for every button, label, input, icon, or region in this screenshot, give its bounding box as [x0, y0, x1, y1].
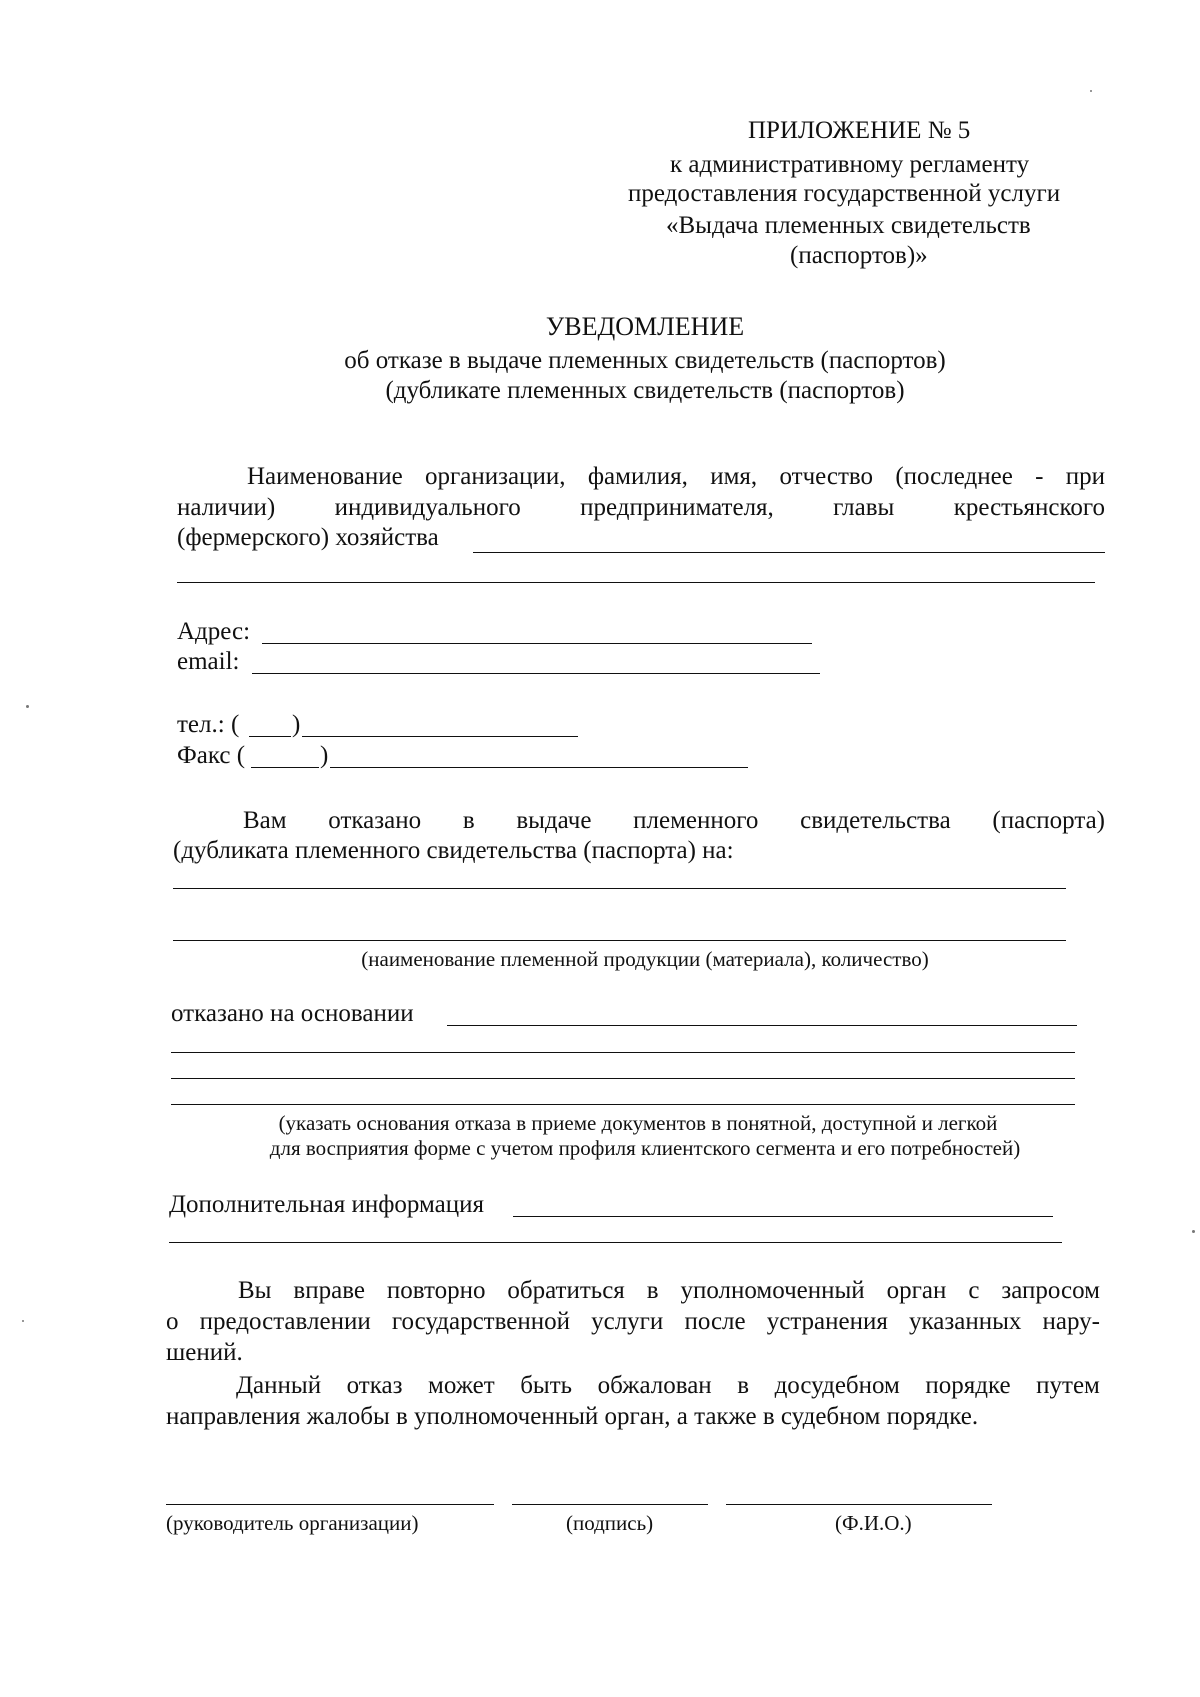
closing-word: предоставлении [199, 1308, 371, 1335]
closing-word: повторно [386, 1277, 486, 1304]
closing-p2-line-2: направления жалобы в уполномоченный орган, а также в судебном порядке. [166, 1403, 979, 1430]
basis-field-line-2[interactable] [171, 1052, 1075, 1053]
closing-word: Данный [236, 1372, 322, 1399]
org-line-3: (фермерского) хозяйства [177, 524, 439, 551]
org-line-1: Наименование организации, фамилия, имя, отчество (последнее - при [247, 463, 1105, 490]
closing-word: вправе [293, 1277, 365, 1304]
product-field-line-2[interactable] [173, 940, 1066, 941]
product-caption: (наименование племенной продукции (материала), количество) [361, 947, 929, 971]
closing-p1-line-3: шений. [166, 1339, 243, 1366]
phone-code-field[interactable] [249, 736, 291, 737]
closing-word: отказ [346, 1372, 403, 1399]
notice-title: УВЕДОМЛЕНИЕ [545, 312, 745, 341]
basis-caption-2: для восприятия форме с учетом профиля клиентского сегмента и его потребностей) [269, 1136, 1021, 1160]
email-field[interactable] [252, 673, 820, 674]
head-signature-line[interactable] [166, 1504, 494, 1505]
refusal-word: выдаче [516, 807, 592, 834]
closing-word: устранения [766, 1308, 888, 1335]
closing-word: услуги [591, 1308, 664, 1335]
fax-paren: ) [320, 742, 329, 769]
closing-p2-line-1 [236, 1370, 1100, 1401]
signature-caption: (подпись) [566, 1511, 654, 1535]
basis-field-line-3[interactable] [171, 1078, 1075, 1079]
basis-label: отказано на основании [171, 1000, 414, 1027]
extra-info-field-line-1[interactable] [513, 1216, 1053, 1217]
refusal-line-2: (дубликата племенного свидетельства (паспорта) на: [173, 837, 734, 864]
scan-speck [26, 705, 29, 708]
basis-caption-1: (указать основания отказа в приеме документов в понятной, доступной и легкой [278, 1111, 998, 1135]
refusal-word: (паспорта) [992, 807, 1105, 834]
closing-word: орган [886, 1277, 947, 1304]
phone-paren: ) [292, 711, 301, 738]
fax-number-field[interactable] [330, 767, 748, 768]
fax-label: Факс ( [177, 742, 246, 769]
basis-field-line-4[interactable] [171, 1104, 1075, 1105]
closing-word: обжалован [597, 1372, 712, 1399]
full-name-line[interactable] [726, 1504, 992, 1505]
org-name-field-line-2[interactable] [177, 582, 1095, 583]
closing-word: в [646, 1277, 659, 1304]
refusal-word: племенного [633, 807, 759, 834]
closing-p1-line-1 [238, 1275, 1100, 1306]
signature-line[interactable] [512, 1504, 708, 1505]
product-field-line-1[interactable] [173, 888, 1066, 889]
closing-word: обратиться [507, 1277, 625, 1304]
refusal-word: Вам [243, 807, 287, 834]
closing-word: в [737, 1372, 750, 1399]
basis-field-line-1[interactable] [447, 1025, 1077, 1026]
email-label: email: [177, 648, 240, 675]
scan-speck [22, 1320, 24, 1322]
closing-word: уполномоченный [680, 1277, 865, 1304]
closing-word: может [428, 1372, 495, 1399]
closing-word: государственной [391, 1308, 570, 1335]
appendix-line-3: «Выдача племенных свидетельств [666, 212, 1031, 239]
appendix-title: ПРИЛОЖЕНИЕ № 5 [748, 117, 971, 144]
closing-word: указанных [908, 1308, 1022, 1335]
closing-word: после [684, 1308, 746, 1335]
phone-number-field[interactable] [302, 736, 578, 737]
org-word: предпринимателя, [580, 494, 774, 521]
closing-word: с [968, 1277, 980, 1304]
fax-code-field[interactable] [251, 767, 319, 768]
address-field[interactable] [262, 643, 812, 644]
org-word: главы [833, 494, 895, 521]
closing-word: быть [520, 1372, 573, 1399]
closing-word: путем [1036, 1372, 1100, 1399]
refusal-word: в [462, 807, 475, 834]
extra-info-field-line-2[interactable] [169, 1242, 1062, 1243]
closing-word: порядке [925, 1372, 1011, 1399]
refusal-word: свидетельства [800, 807, 951, 834]
full-name-caption: (Ф.И.О.) [835, 1511, 912, 1535]
address-label: Адрес: [177, 618, 251, 645]
refusal-line-1 [243, 805, 1105, 836]
head-caption: (руководитель организации) [166, 1511, 419, 1535]
closing-word: запросом [1001, 1277, 1100, 1304]
notice-subtitle-1: об отказе в выдаче племенных свидетельств (паспортов) [344, 347, 946, 374]
closing-word: Вы [238, 1277, 272, 1304]
extra-info-label: Дополнительная информация [169, 1191, 485, 1218]
scan-speck [1090, 90, 1092, 92]
closing-p1-line-2 [166, 1306, 1100, 1337]
org-word: индивидуального [334, 494, 521, 521]
phone-label: тел.: ( [177, 711, 240, 738]
scan-speck [1192, 1230, 1195, 1233]
appendix-line-4: (паспортов)» [790, 242, 928, 269]
org-word: крестьянского [953, 494, 1105, 521]
org-line-2 [177, 492, 1105, 523]
appendix-line-1: к административному регламенту [670, 151, 1030, 178]
closing-word: о [166, 1308, 179, 1335]
closing-word: досудебном [774, 1372, 900, 1399]
org-word: наличии) [177, 494, 276, 521]
notice-subtitle-2: (дубликате племенных свидетельств (паспортов) [385, 377, 905, 404]
closing-word: нару- [1042, 1308, 1100, 1335]
appendix-line-2: предоставления государственной услуги [628, 180, 1061, 207]
refusal-word: отказано [328, 807, 422, 834]
org-name-field-line-1[interactable] [473, 552, 1105, 553]
